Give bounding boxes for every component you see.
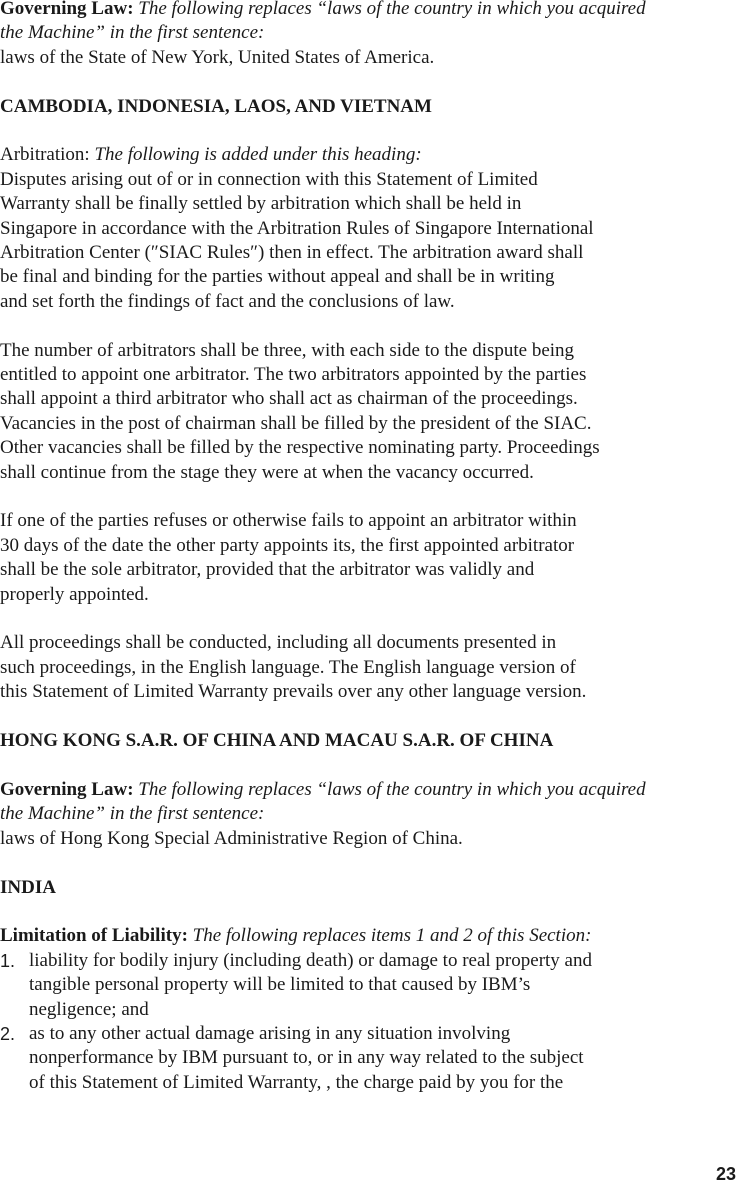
arbitration-paragraph-2: The number of arbitrators shall be three, with each side to the dispute being entitled to appoint one arbitrator. The two arbitrators appointed by the parties shall appoint a third arbitrator who shall act as chairman of the proceedings. Vacancies in the post of chairman shall be filled by the president of the SIAC. Other vacancies shall be filled by the respective nominating party. Proceedings shall continue from the stage they were at when the vacancy occurred. (0, 339, 600, 483)
page-number: 23 (715, 1164, 736, 1184)
arbitration-paragraph-1: Disputes arising out of or in connection with this Statement of Limited Warranty shall be finally settled by arbitration which shall be held in Singapore in accordance with the Arbitration Rules of Singapore International Arbitration Center (″SIAC Rules″) then in effect. The arbitration award shall be final and binding for the parties without appeal and shall be in writing and set forth the findings of fact and the conclusions of law. (0, 168, 594, 312)
list-item-number: 1. (0, 950, 16, 971)
hk-governing-law-text: laws of Hong Kong Special Administrative Region of China. (0, 827, 463, 849)
governing-law-label: Governing Law: (0, 0, 134, 19)
list-item: 1. liability for bodily injury (including death) or damage to real property and tangible personal property will be limited to that caused by IBM’s negligence; and (0, 949, 592, 1020)
governing-law-usa (0, 0, 739, 70)
cambodia-heading: CAMBODIA, INDONESIA, LAOS, AND VIETNAM (0, 95, 432, 117)
arbitration-intro: Arbitration: The following is added under this heading: (0, 144, 422, 166)
limitation-of-liability-intro: Limitation of Liability: The following replaces items 1 and 2 of this Section: (0, 925, 592, 947)
list-item-number: 2. (0, 1023, 16, 1044)
limitation-of-liability-label: Limitation of Liability: (0, 925, 188, 947)
hong-kong-heading: HONG KONG S.A.R. OF CHINA AND MACAU S.A.R. OF CHINA (0, 730, 554, 752)
india-heading: INDIA (0, 876, 56, 898)
hk-governing-law-label: Governing Law: (0, 778, 134, 800)
governing-law-hong-kong: Governing Law: The following replaces “laws of the country in which you acquired the Machine” in the first sentence: laws of Hong Kong Special Administrative Region of China. (0, 778, 739, 851)
arbitration-paragraph-3: If one of the parties refuses or otherwise fails to appoint an arbitrator within 30 days of the date the other party appoints its, the first appointed arbitrator shall be the sole arbitrator, provided that the arbitrator was validly and properly appointed. (0, 510, 577, 605)
governing-law-intro-line-1: Governing Law: The following replaces “laws of the country in which you acquired (0, 0, 646, 19)
arbitration-paragraph-4: All proceedings shall be conducted, including all documents presented in such proceedings, in the English language. The English language version of this Statement of Limited Warranty prevails over any other language version. (0, 632, 587, 703)
governing-law-text: laws of the State of New York, United States of America. (0, 46, 435, 68)
arbitration-label: Arbitration: (0, 144, 90, 166)
list-item: 2. as to any other actual damage arising in any situation involving nonperformance by IBM pursuant to, or in any way related to the subject of this Statement of Limited Warranty, , the charge paid by you for the (0, 1022, 584, 1093)
governing-law-intro-line-2: the Machine” in the first sentence: (0, 22, 265, 44)
